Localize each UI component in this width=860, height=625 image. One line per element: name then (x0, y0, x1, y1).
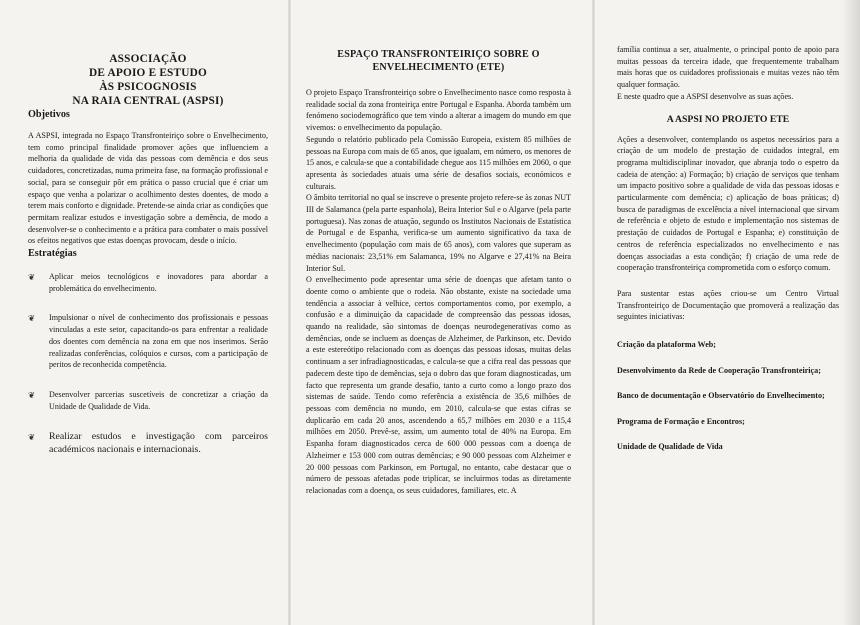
initiative-item: Programa de Formação e Encontros; (617, 416, 745, 426)
estrategias-list (28, 271, 268, 456)
leaf-bullet-icon: ❦ (28, 432, 36, 443)
centro-virtual-paragraph: Para sustentar estas ações criou-se um Centro Virtual Transfronteiriço de Documentação que promoverá a realização das seguintes iniciativas: (617, 288, 839, 322)
ete-paragraph: Segundo o relatório publicado pela Comissão Europeia, existem 85 milhões de pessoas na Europa com mais de 65 anos, que igualam, em número, os menores de 15 anos, e calcula-se que a contabilidade chegue aos 115 milhões em 2060, o que apresenta às sociedades atuais uma série de desafios sociais, económicos e culturais. (306, 134, 571, 191)
fold-line-right (592, 0, 595, 625)
continuation-paragraph-end: E neste quadro que a ASPSI desenvolve as suas ações. (617, 91, 794, 101)
estrategias-heading: Estratégias (28, 248, 77, 260)
panel-aspsi-ete (617, 0, 839, 625)
ete-paragraph: O âmbito territorial no qual se inscreve o presente projeto refere-se às zonas NUT III de Salamanca (pela parte espanhola), Beira Interior Sul e o Algarve (pela parte portuguesa). Nas zonas de atuação, segundo os Institutos Nacionais de Estatística de Portugal e de Espanha, verifica-se um aumento significativo da taxa de envelhecimento (população com mais de 65 anos), com valores que superam as médias nacionais: 23,51% em Salamanca, 19% no Algarve e 27,41% na Beira Interior Sul. (306, 193, 571, 273)
aspsi-ete-title: A ASPSI NO PROJETO ETE (666, 113, 790, 125)
estrategia-text: Realizar estudos e investigação com parceiros académicos nacionais e internacionais. (49, 431, 268, 456)
acoes-paragraph: Ações a desenvolver, contemplando os aspetos necessários para a criação de um modelo de prestação de cuidados integral, em programa multidisciplinar inovador, que abranja todo o espetro da cadeia de atenção: a) Formação; b) criação de serviços que tenham um impacto positivo sobre a qualidade de vida das pessoas idosas e particularmente com demência; c) aplicação de boas práticas; d) busca de paradigmas de excelência a nível internacional que sirvam de referência e objeto de estudo e implementação nos sistemas de prestação de cuidados de Portugal e Espanha; e) constituição de centros de referência especializados no envelhecimento e nas doenças associadas a esta condição; f) criação de uma rede de cooperação transfronteiriça comprometida com o esforço comum. (617, 134, 839, 273)
initiative-item: Banco de documentação e Observatório do Envelhecimento; (617, 391, 825, 401)
estrategia-text: Desenvolver parcerias suscetíveis de concretizar a criação da Unidade de Qualidade de Vida. (49, 389, 268, 411)
ete-paragraph: O projeto Espaço Transfronteiriço sobre o Envelhecimento nasce como resposta à realidade social da zona fronteiriça entre Portugal e Espanha. Aborda também um fenómeno sociodemográfico que tem vindo a alterar a imagem do mundo em que vivemos: o envelhecimento da população. (306, 88, 571, 133)
ete-paragraph: O envelhecimento pode apresentar uma série de doenças que afetam tanto o doente como o ambiente que o rodeia. Não obstante, existe na sociedade uma tendência a associar à velhice, certos comportamentos como, por exemplo, a confusão e a diminuição da capacidade de compreensão das pessoas idosas, quando na realidade, são sintomas de doenças neurodegenerativas como as demências, onde se incluem as doenças de Alzheimer, de Parkinson, etc. Devido a este estereótipo relacionado com as doenças das pessoas idosas, muitas delas continuam a ser infradiagnosticadas, e calcula-se que a cifra real das pessoas que padecem deste tipo de demências, seja o dobro das que foram diagnosticadas, um facto que representa um grande desafio, tanto a curto como a longo prazo dos sistemas de saúde. Tendo como referência a existência de 35,6 milhões de pessoas com demência no mundo, em 2010, calcula-se que estas cifras se duplicarão em cada 20 anos, ascendendo a 65,7 milhões em 2030 e a 115,4 milhões em 2050. Prevê-se, assim, um aumento total de 40% na Europa. Em Espanha foram diagnosticados cerca de 600 000 pessoas com a doença de Alzheimer e 153 000 com outras demências; e 90 000 pessoas com Alzheimer e 20 000 pessoas com Parkinson, em Portugal, no entanto, cabe destacar que o número de pessoas afetadas pode triplicar, se incluirmos todas as diretamente relacionadas com a doença, os seus cuidadores, familiares, etc. A (306, 275, 571, 495)
initiative-item: Criação da plataforma Web; (617, 340, 716, 350)
estrategia-text: Aplicar meios tecnológicos e inovadores para abordar a problemática do envelhecimento. (49, 272, 268, 293)
estrategia-text: Impulsionar o nível de conhecimento dos profissionais e pessoas vinculadas a este setor, capacitando-os para enfrentar a realidade dos doentes com demência na zona em que nos inserimos. Serão realizadas conferências, colóquios e cursos, com a participação de peritos de reconhecida competência. (49, 313, 268, 370)
objetivos-text: A ASPSI, integrada no Espaço Transfronteiriço sobre o Envelhecimento, tem como principal finalidade promover ações que influenciem a melhoria da qualidade de vida das pessoas com demência e dos seus cuidadores, concretizadas, numa primeira fase, na formação profissional e social, para se conseguir pôr em prática o passo crucial que é criar um espaço que venha a polarizar o acolhimento destes doentes, de modo a terem mais conforto e dignidade. Pretende-se ainda criar as condições que permitam realizar estudos e investigação sobre a demência, de modo a desenvolver-se o conhecimento e a prática para combater o mais possível os efeitos negativos que estas doenças provocam, desde o início. (28, 131, 268, 246)
leaf-bullet-icon: ❦ (28, 313, 36, 324)
estrategia-item (28, 271, 268, 294)
estrategia-item (28, 312, 268, 371)
leaf-bullet-icon: ❦ (28, 389, 36, 400)
ete-title: ESPAÇO TRANSFRONTEIRIÇO SOBRE O ENVELHECIMENTO (ETE) (337, 49, 540, 73)
page-edge-shadow (842, 0, 860, 625)
panel-aspsi (28, 0, 268, 625)
aspsi-title: ASSOCIAÇÃO DE APOIO E ESTUDO ÀS PSICOGNOSIS NA RAIA CENTRAL (ASPSI) (72, 53, 224, 107)
initiative-item: Desenvolvimento da Rede de Cooperação Transfronteiriça; (617, 365, 821, 375)
estrategia-item (28, 389, 268, 412)
leaf-bullet-icon: ❦ (28, 272, 36, 283)
objetivos-heading: Objetivos (28, 109, 70, 120)
estrategia-item (28, 430, 268, 456)
panel-ete (306, 0, 571, 625)
initiative-item: Unidade de Qualidade de Vida (617, 442, 723, 452)
fold-line-left (288, 0, 291, 625)
continuation-paragraph: família continua a ser, atualmente, o principal ponto de apoio para muitas pessoas da terceira idade, que frequentemente trabalham mais horas que os cuidadores profissionais e muitas vezes não têm qualquer formação. (617, 45, 839, 90)
